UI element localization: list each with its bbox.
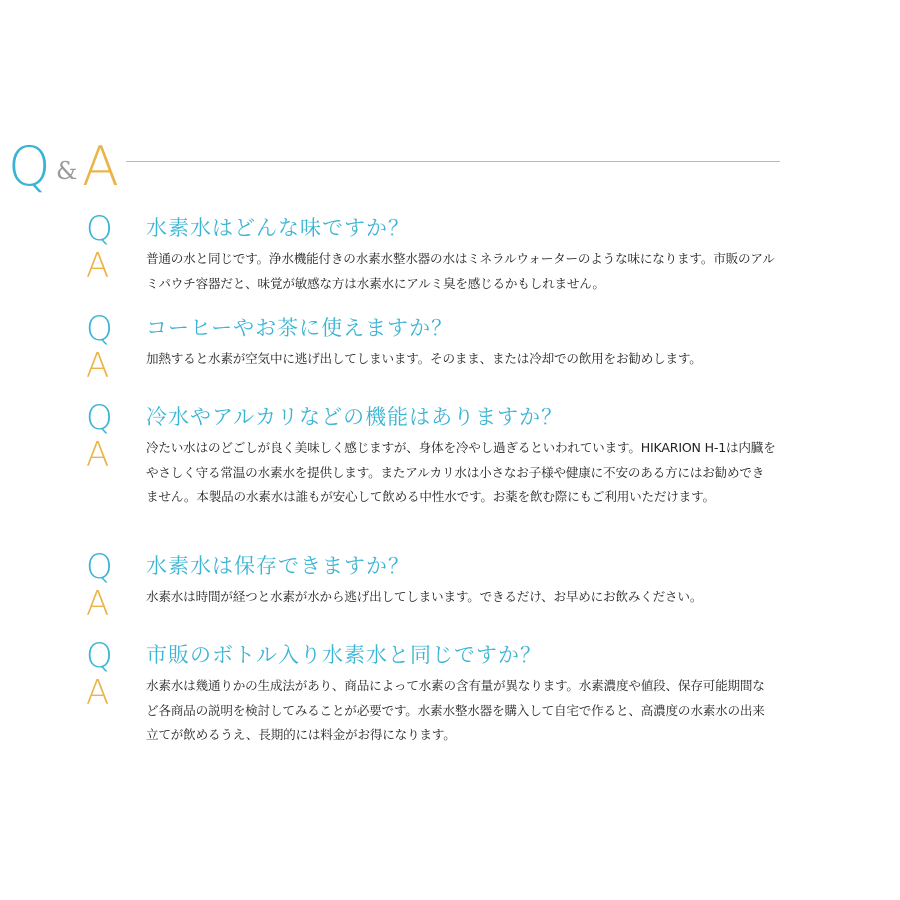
qa-item [86,309,786,386]
q-letter: Q [86,209,113,249]
answer-row [86,247,786,296]
a-letter: A [86,346,110,386]
heading-a-letter: A [82,135,119,198]
answer-row [86,346,786,386]
a-letter: A [86,584,110,624]
question-text: コーヒーやお茶に使えますか？ [146,316,454,340]
heading-q-letter: Q [8,135,51,198]
question-text: 水素水は保存できますか？ [146,554,410,578]
q-letter: Q [86,547,113,587]
answer-row [86,584,786,624]
answer-row [86,436,786,510]
answer-row [86,674,786,748]
heading-divider [126,161,780,162]
q-letter: Q [86,398,113,438]
question-text: 市販のボトル入り水素水と同じですか？ [146,643,542,667]
answer-text: 水素水は時間が経つと水素が水から逃げ出してしまいます。できるだけ、お早めにお飲みください。 [146,589,703,604]
answer-text: 加熱すると水素が空気中に逃げ出してしまいます。そのまま、または冷却での飲用をお勧めします。 [146,351,702,366]
question-row [86,209,786,249]
qa-item [86,547,786,624]
a-letter: A [86,246,110,286]
heading-ampersand: & [56,157,78,185]
qa-item [86,398,786,510]
question-text: 冷水やアルカリなどの機能はありますか？ [146,405,564,429]
question-row [86,636,786,676]
question-row [86,547,786,587]
question-text: 水素水はどんな味ですか？ [146,216,410,240]
qa-heading [8,135,780,198]
question-row [86,398,786,438]
a-letter: A [86,673,110,713]
answer-text: 冷たい水はのどごしが良く美味しく感じますが、身体を冷やし過ぎるといわれています。HIKARION H-1は内臓をやさしく守る常温の水素水を提供します。またアルカリ水は小さなお子様や健康に不安のある方にはお勧めできません。本製品の水素水は誰もが安心して飲める中性水です。お薬を飲む際にもご利用いただけます。 [146,440,776,504]
qa-item [86,636,786,748]
question-row [86,309,786,349]
answer-text: 水素水は幾通りかの生成法があり、商品によって水素の含有量が異なります。水素濃度や値段、保存可能期間など各商品の説明を検討してみることが必要です。水素水整水器を購入して自宅で作ると、高濃度の水素水の出来立てが飲めるうえ、長期的には料金がお得になります。 [146,678,765,742]
answer-text: 普通の水と同じです。浄水機能付きの水素水整水器の水はミネラルウォーターのような味になります。市販のアルミパウチ容器だと、味覚が敏感な方は水素水にアルミ臭を感じるかもしれません。 [146,251,775,291]
q-letter: Q [86,636,113,676]
a-letter: A [86,435,110,475]
qa-item [86,209,786,296]
q-letter: Q [86,309,113,349]
